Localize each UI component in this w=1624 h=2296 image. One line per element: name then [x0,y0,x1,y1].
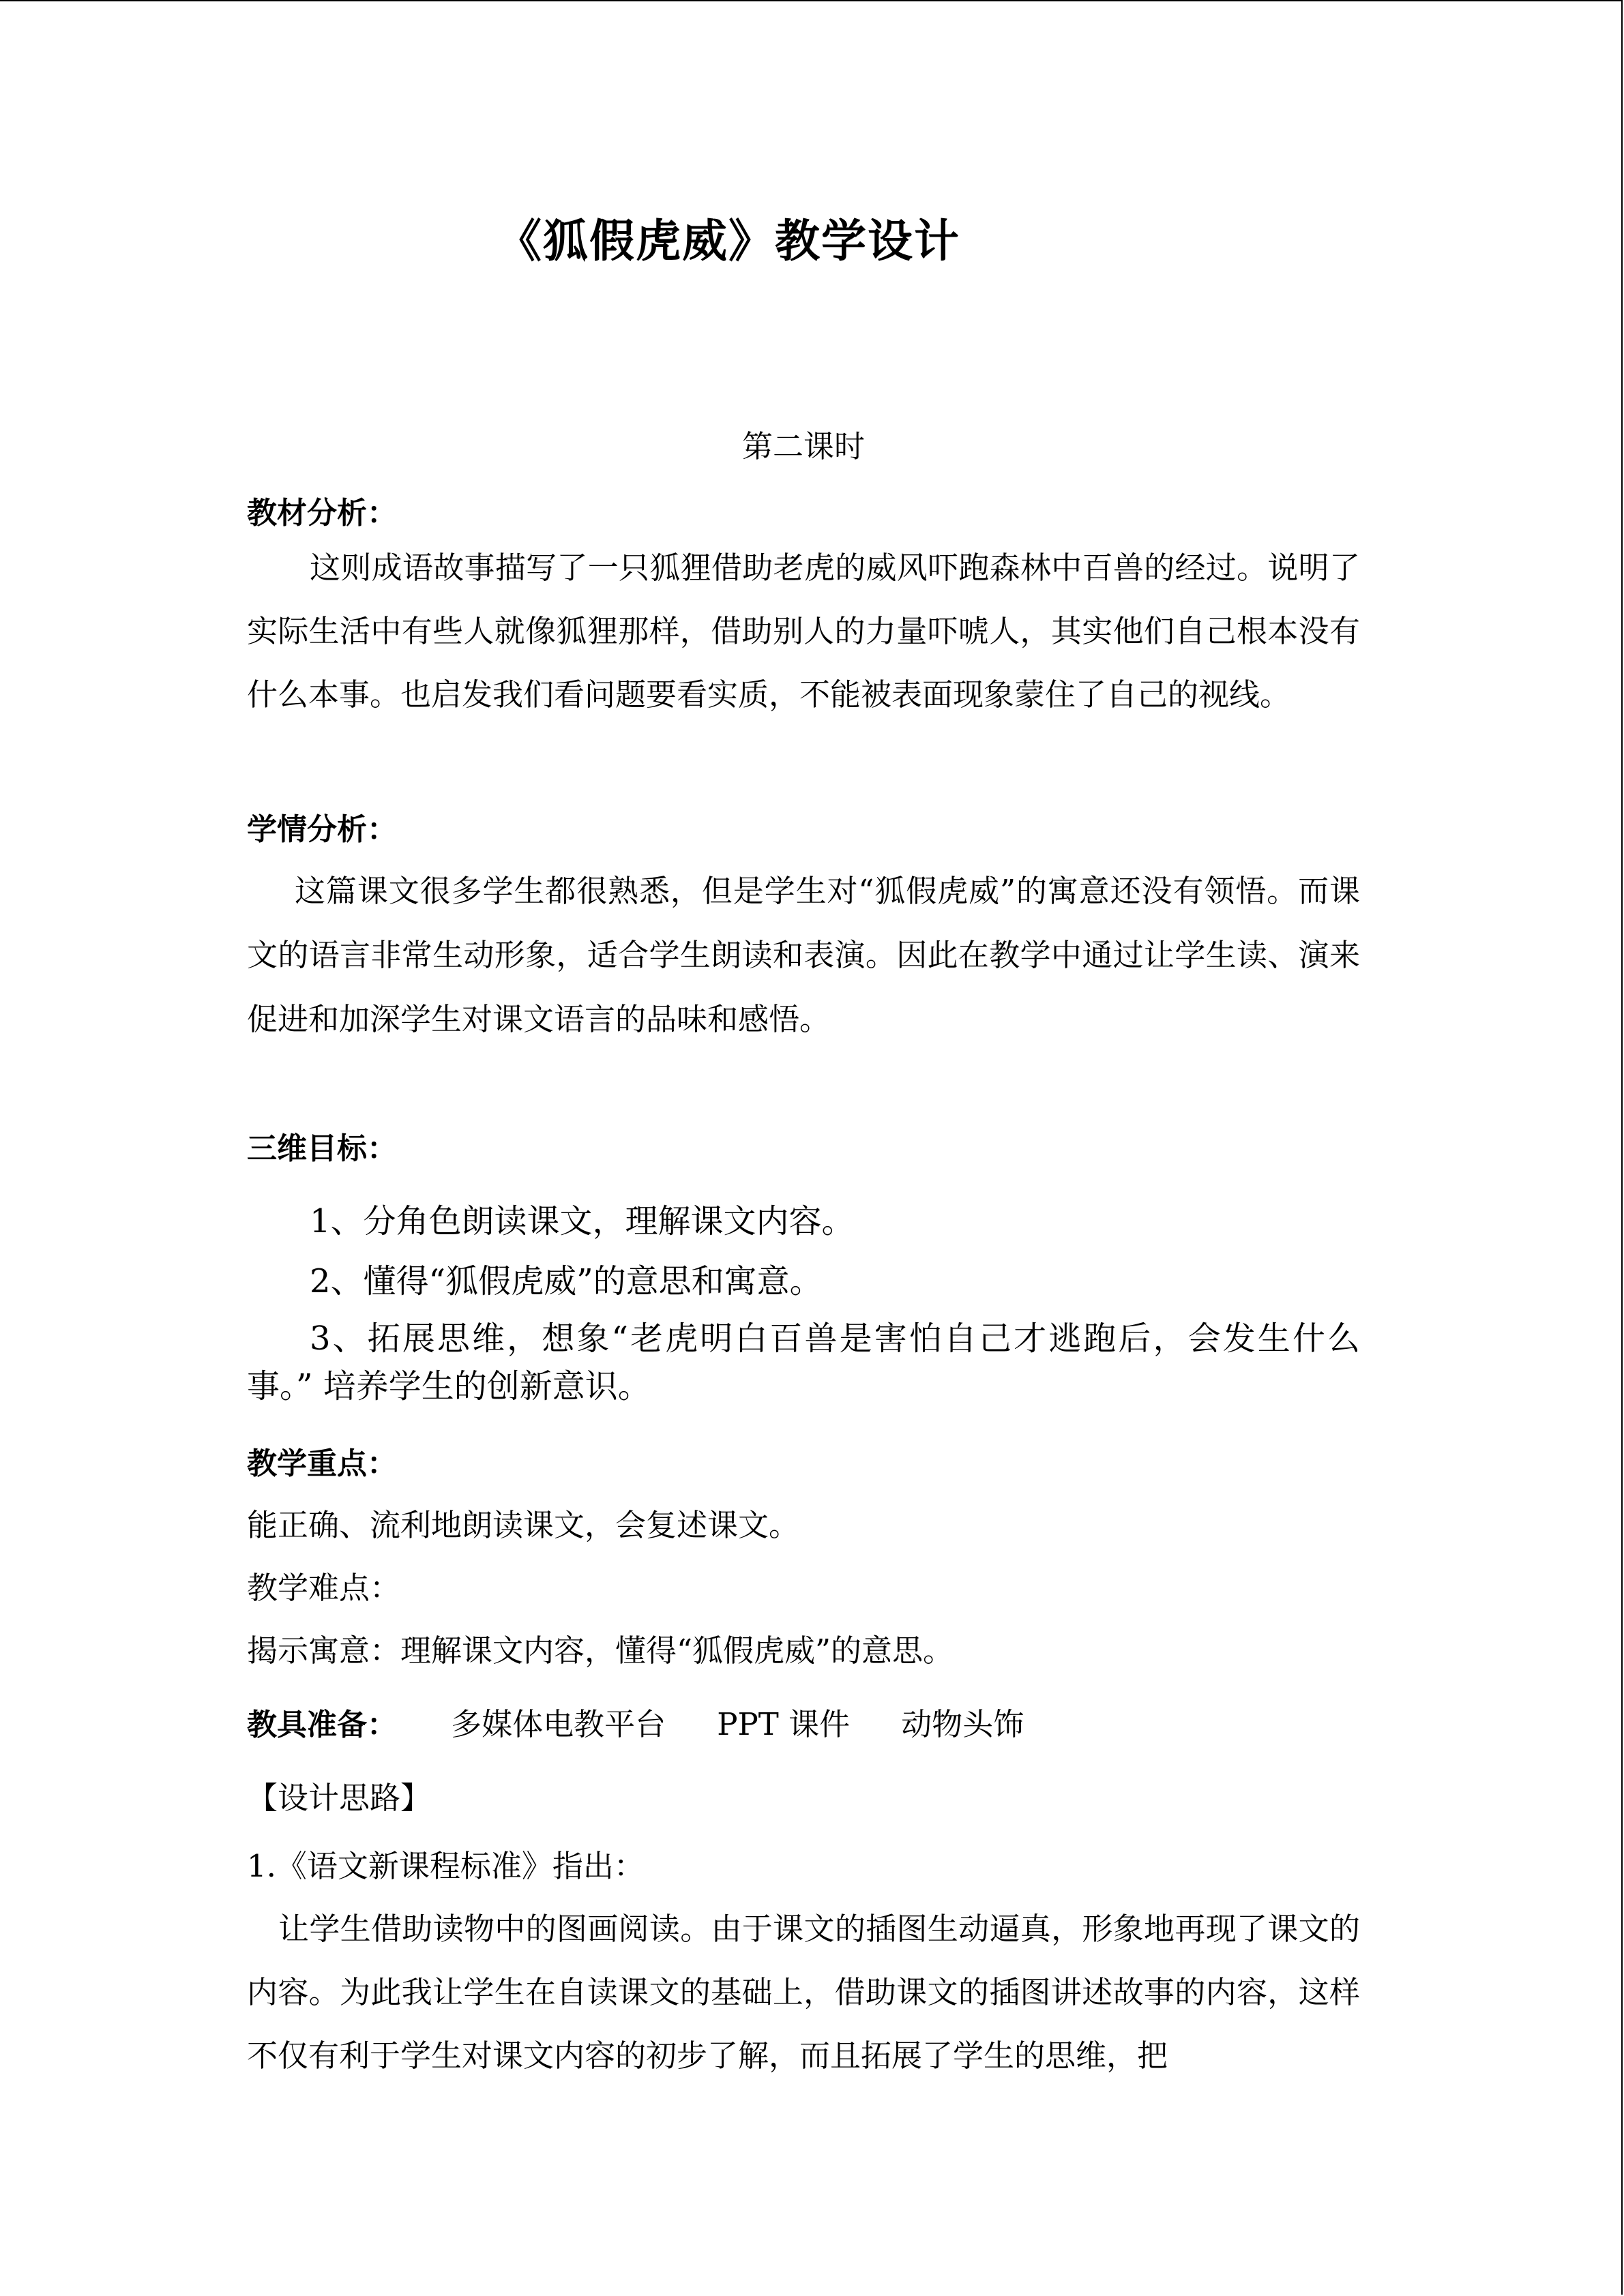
objective-item-2-row [247,1255,1360,1302]
objective-item-3: 3、拓展思维，想象“老虎明白百兽是害怕自己才逃跑后，会发生什么事。” 培养学生的创新意识。 [247,1320,1360,1405]
key-points-heading: 教学重点： [247,1446,397,1481]
lesson-label: 第二课时 [741,428,865,464]
objectives-section [247,1124,1360,1167]
key-points-text: 能正确、流利地朗读课文，会复述课文。 [247,1507,800,1543]
preparation-item-headwear: 动物头饰 [901,1706,1024,1742]
design-heading: 【设计思路】 [247,1780,432,1816]
objective-item-1: 1、分角色朗读课文，理解课文内容。 [310,1202,855,1240]
difficulties-section [247,1563,1360,1607]
preparation-heading: 教具准备： [247,1708,397,1742]
key-points-section [247,1439,1360,1482]
difficulties-text: 揭示寓意：理解课文内容，懂得“狐假虎威”的意思。 [247,1632,954,1669]
objective-item-1-row [247,1195,1360,1242]
document-title: 《狐假虎威》教学设计 [497,214,960,267]
design-point-1-title-row [247,1841,1360,1885]
preparation-item-ppt: PPT 课件 [717,1706,851,1742]
difficulties-heading: 教学难点： [247,1570,401,1606]
objective-item-3-row [247,1315,1360,1410]
objectives-heading: 三维目标： [247,1131,397,1166]
material-analysis-body [247,536,1360,726]
student-analysis-body [247,859,1360,1052]
material-analysis-text: 这则成语故事描写了一只狐狸借助老虎的威风吓跑森林中百兽的经过。说明了实际生活中有些人就像狐狸那样，借助别人的力量吓唬人，其实他们自己根本没有什么本事。也启发我们看问题要看实质，不能被表面现象蒙住了自己的视线。 [247,550,1360,713]
objective-item-2: 2、懂得“狐假虎威”的意思和寓意。 [310,1262,823,1300]
material-analysis-section [247,488,1360,532]
difficulties-body [247,1626,1360,1670]
preparation-item-multimedia: 多媒体电教平台 [451,1706,666,1742]
design-section [247,1773,1360,1817]
material-analysis-heading: 教材分析： [247,496,397,531]
key-points-body [247,1500,1360,1545]
student-analysis-heading: 学情分析： [247,812,397,847]
design-point-1-text: 让学生借助读物中的图画阅读。由于课文的插图生动逼真，形象地再现了课文的内容。为此我让学生在自读课文的基础上，借助课文的插图讲述故事的内容，这样不仅有利于学生对课文内容的初步了解，而且拓展了学生的思维，把 [247,1911,1360,2074]
student-analysis-section [247,805,1360,848]
preparation-section [247,1699,1360,1744]
design-point-1-body [247,1897,1360,2087]
student-analysis-text: 这篇课文很多学生都很熟悉，但是学生对“狐假虎威”的寓意还没有领悟。而课文的语言非常生动形象，适合学生朗读和表演。因此在教学中通过让学生读、演来促进和加深学生对课文语言的品味和感悟。 [247,873,1360,1037]
design-point-1-title: 1.《语文新课程标准》指出： [247,1848,645,1884]
